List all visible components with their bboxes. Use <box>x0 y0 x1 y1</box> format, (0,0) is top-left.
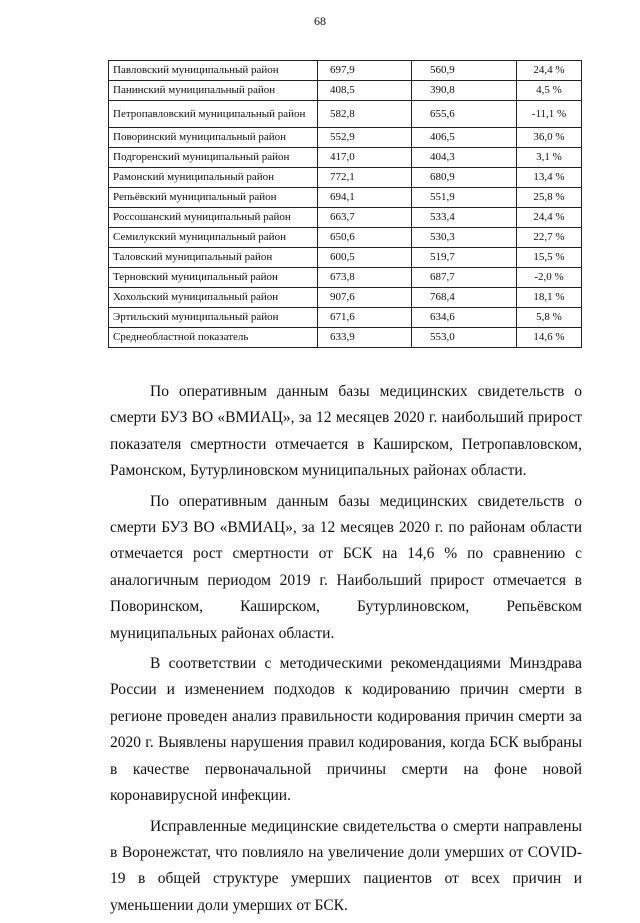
body-text <box>110 379 582 923</box>
table-cell-v2: 551,9 <box>412 188 517 208</box>
table-cell-v1: 694,1 <box>318 188 412 208</box>
table-cell-name: Эртильский муниципальный район <box>109 308 318 328</box>
table-cell-v3: 22,7 % <box>517 228 582 248</box>
table-cell-v3: -2,0 % <box>517 268 582 288</box>
table-row <box>109 188 582 208</box>
table-row <box>109 81 582 101</box>
table-cell-v3: 13,4 % <box>517 168 582 188</box>
table-cell-name: Россошанский муниципальный район <box>109 208 318 228</box>
table-cell-v3: 14,6 % <box>517 328 582 348</box>
paragraph: Исправленные медицинские свидетельства о смерти направлены в Воронежстат, что повлияло на увеличение доли умерших от COVID-19 в общей структуре умерших пациентов от всех причин и уменьшении доли умерших от БСК. <box>110 817 582 914</box>
table-cell-v3: 24,4 % <box>517 208 582 228</box>
paragraph: По оперативным данным базы медицинских свидетельств о смерти БУЗ ВО «ВМИАЦ», за 12 месяцев 2020 г. наибольший прирост показателя смертности отмечается в Каширском, Петропавловском, Рамонском, Бутурлиновском муниципальных районах области. <box>110 383 582 480</box>
table-cell-v3: 25,8 % <box>517 188 582 208</box>
table-cell-v1: 697,9 <box>318 61 412 81</box>
table-cell-v2: 530,3 <box>412 228 517 248</box>
table-cell-v2: 634,6 <box>412 308 517 328</box>
table-cell-v2: 519,7 <box>412 248 517 268</box>
page-number: 68 <box>314 14 326 28</box>
table-cell-v1: 673,8 <box>318 268 412 288</box>
table-cell-v1: 582,8 <box>318 101 412 128</box>
table-cell-v3: 3,1 % <box>517 148 582 168</box>
table-cell-v2: 560,9 <box>412 61 517 81</box>
table-cell-name: Петропавловский муниципальный район <box>109 101 318 128</box>
table-cell-v3: -11,1 % <box>517 101 582 128</box>
table-cell-v1: 417,0 <box>318 148 412 168</box>
table-cell-v3: 15,5 % <box>517 248 582 268</box>
table-row <box>109 248 582 268</box>
table-row <box>109 328 582 348</box>
table-cell-name: Таловский муниципальный район <box>109 248 318 268</box>
table-row <box>109 268 582 288</box>
table-row <box>109 128 582 148</box>
table-cell-v2: 655,6 <box>412 101 517 128</box>
table-cell-v1: 671,6 <box>318 308 412 328</box>
table-row <box>109 168 582 188</box>
table-row <box>109 308 582 328</box>
table-cell-v3: 36,0 % <box>517 128 582 148</box>
table-cell-v1: 633,9 <box>318 328 412 348</box>
table-row <box>109 228 582 248</box>
table-cell-v2: 404,3 <box>412 148 517 168</box>
table-cell-v1: 600,5 <box>318 248 412 268</box>
table-cell-name: Поворинский муниципальный район <box>109 128 318 148</box>
table-cell-v3: 24,4 % <box>517 61 582 81</box>
table-cell-v1: 408,5 <box>318 81 412 101</box>
table-cell-v2: 553,0 <box>412 328 517 348</box>
table-cell-v3: 18,1 % <box>517 288 582 308</box>
table-row <box>109 148 582 168</box>
table-cell-name: Семилукский муниципальный район <box>109 228 318 248</box>
table-cell-v3: 4,5 % <box>517 81 582 101</box>
mortality-table <box>108 60 582 348</box>
table-cell-name: Среднеобластной показатель <box>109 328 318 348</box>
table-cell-name: Хохольский муниципальный район <box>109 288 318 308</box>
table-row <box>109 288 582 308</box>
paragraph: По оперативным данным базы медицинских свидетельств о смерти БУЗ ВО «ВМИАЦ», за 12 месяцев 2020 г. по районам области отмечается рост смертности от БСК на 14,6 % по сравнению с аналогичным периодом 2019 г. Наибольший прирост отмечается в Поворинском, Каширском, Бутурлиновском, Репьёвском муниципальных районах области. <box>110 492 582 642</box>
table-row <box>109 61 582 81</box>
table-cell-v1: 772,1 <box>318 168 412 188</box>
table-cell-name: Подгоренский муниципальный район <box>109 148 318 168</box>
table-cell-v1: 663,7 <box>318 208 412 228</box>
table-cell-v2: 533,4 <box>412 208 517 228</box>
table-cell-name: Павловский муниципальный район <box>109 61 318 81</box>
table-cell-v2: 768,4 <box>412 288 517 308</box>
table-cell-v2: 680,9 <box>412 168 517 188</box>
table-row <box>109 101 582 128</box>
table-cell-v3: 5,8 % <box>517 308 582 328</box>
table-cell-v2: 390,8 <box>412 81 517 101</box>
paragraph: В соответствии с методическими рекомендациями Минздрава России и изменением подходов к кодированию причин смерти в регионе проведен анализ правильности кодирования причин смерти за 2020 г. Выявлены нарушения правил кодирования, когда БСК выбраны в качестве первоначальной причины смерти на фоне новой коронавирусной инфекции. <box>110 655 582 805</box>
table-row <box>109 208 582 228</box>
table-cell-name: Терновский муниципальный район <box>109 268 318 288</box>
table-cell-v2: 687,7 <box>412 268 517 288</box>
table-cell-v2: 406,5 <box>412 128 517 148</box>
table-cell-v1: 907,6 <box>318 288 412 308</box>
table-cell-name: Рамонский муниципальный район <box>109 168 318 188</box>
table-cell-name: Панинский муниципальный район <box>109 81 318 101</box>
table-cell-v1: 650,6 <box>318 228 412 248</box>
table-cell-v1: 552,9 <box>318 128 412 148</box>
table-cell-name: Репьёвский муниципальный район <box>109 188 318 208</box>
